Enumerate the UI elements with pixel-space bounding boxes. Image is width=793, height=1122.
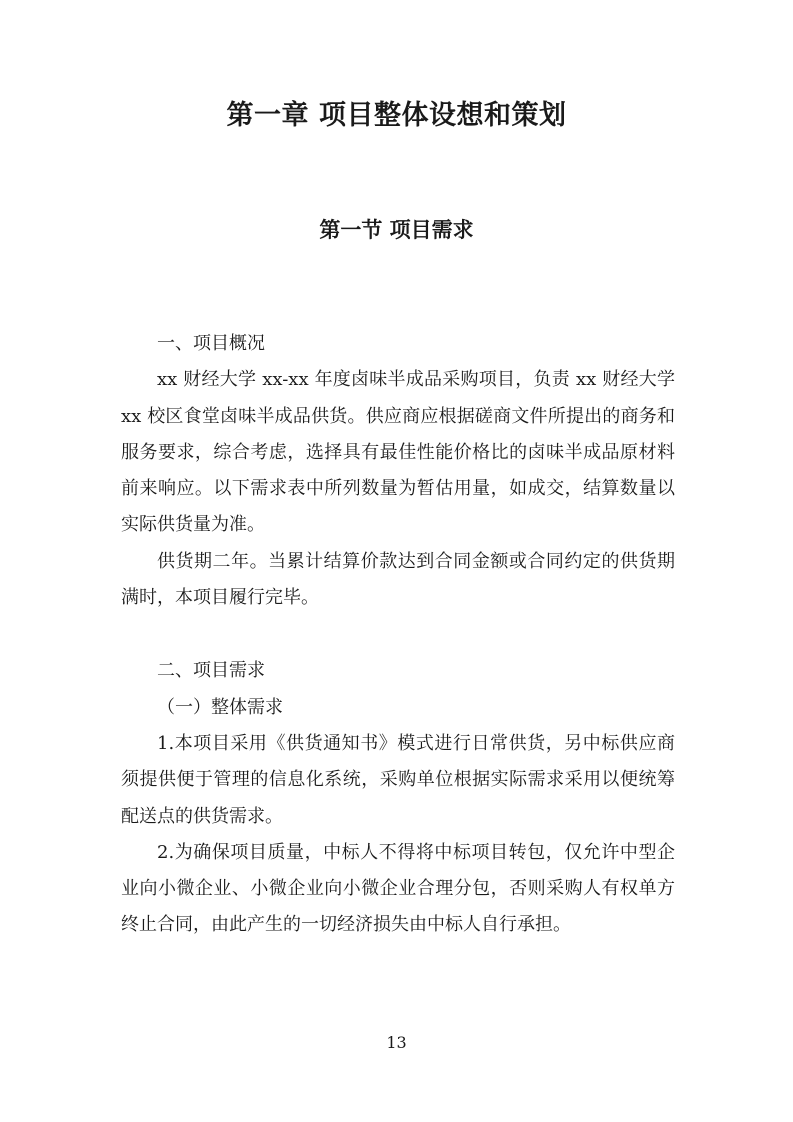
requirements-heading: 二、项目需求 xyxy=(157,660,265,682)
overall-requirements-subheading: （一）整体需求 xyxy=(157,696,283,718)
body-text xyxy=(121,326,675,944)
chapter-title: 第一章 项目整体设想和策划 xyxy=(226,100,567,131)
overview-heading: 一、项目概况 xyxy=(157,333,265,354)
overview-paragraph-1: xx 财经大学 xx-xx 年度卤味半成品采购项目，负责 xx 财经大学 xx 校区食堂卤味半成品供货。供应商应根据磋商文件所提出的商务和服务要求，综合考虑，选择具有最佳性能价格比的卤味半成品原材料前来响应。以下需求表中所列数量为暂估用量，如成交，结算数量以实际供货量为准。 xyxy=(121,369,675,536)
requirement-item-2: 2.为确保项目质量，中标人不得将中标项目转包，仅允许中型企业向小微企业、小微企业向小微企业合理分包，否则采购人有权单方终止合同，由此产生的一切经济损失由中标人自行承担。 xyxy=(121,841,675,936)
requirement-item-1: 1.本项目采用《供货通知书》模式进行日常供货，另中标供应商须提供便于管理的信息化系统，采购单位根据实际需求采用以便统筹配送点的供货需求。 xyxy=(121,732,675,827)
paragraph-gap xyxy=(121,616,675,653)
page-number: 13 xyxy=(386,1033,407,1052)
section-title: 第一节 项目需求 xyxy=(319,218,474,242)
overview-paragraph-2: 供货期二年。当累计结算价款达到合同金额或合同约定的供货期满时，本项目履行完毕。 xyxy=(121,550,675,609)
